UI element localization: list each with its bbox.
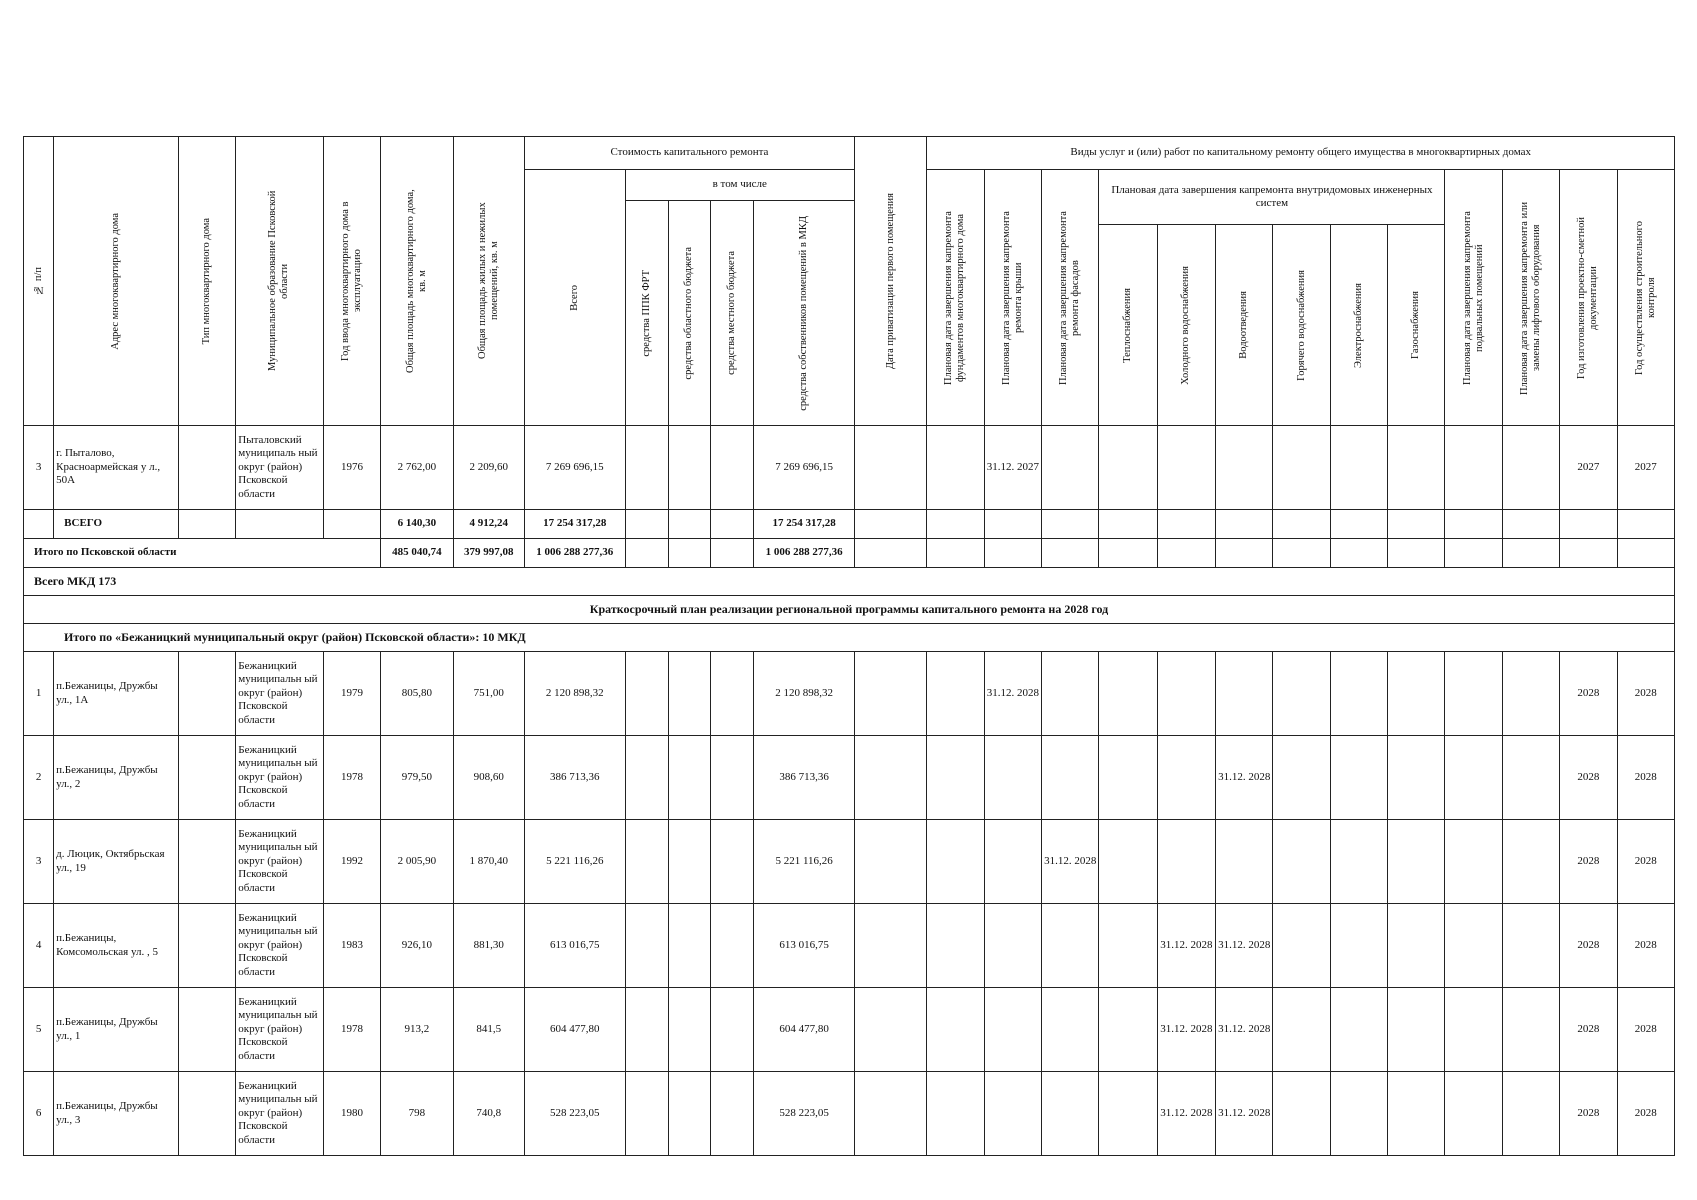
cell-empty (711, 736, 754, 820)
cell-empty (711, 426, 754, 510)
cell-owners: 528 223,05 (754, 1072, 855, 1156)
cell-address: г. Пыталово, Красноармейская у л., 50А (54, 426, 179, 510)
cell-empty (1502, 988, 1559, 1072)
cell-facade (1042, 652, 1099, 736)
cell-empty (1445, 820, 1502, 904)
cell-empty (1273, 904, 1330, 988)
cell-empty (1560, 510, 1617, 539)
cell-total: 5 221 116,26 (524, 820, 625, 904)
cell-owners: 613 016,75 (754, 904, 855, 988)
cell-living: 751,00 (453, 652, 524, 736)
cell-living: 740,8 (453, 1072, 524, 1156)
itogo-region-label: Итого по Псковской области (24, 539, 381, 568)
cell-control: 2028 (1617, 820, 1675, 904)
cell-year: 1980 (323, 1072, 380, 1156)
cell-empty (1388, 539, 1445, 568)
cell-empty (984, 539, 1041, 568)
table-row (24, 988, 1675, 1072)
cell-empty (711, 539, 754, 568)
cell-roof (984, 736, 1041, 820)
cell-empty (1445, 426, 1502, 510)
cell-control: 2028 (1617, 904, 1675, 988)
cell-empty (1330, 1072, 1387, 1156)
cell-empty (1273, 510, 1330, 539)
cell-empty (1560, 539, 1617, 568)
cell-empty (668, 426, 710, 510)
col-header-fund-owners: средства собственников помещений в МКД (754, 201, 855, 426)
cell-empty (178, 652, 235, 736)
cell-design: 2028 (1560, 652, 1617, 736)
cell-area: 979,50 (381, 736, 453, 820)
cell-empty (854, 426, 926, 510)
cell-empty (178, 904, 235, 988)
cell-municipality: Пыталовский муниципаль ный округ (район) Псковской области (236, 426, 324, 510)
cell-empty (854, 652, 926, 736)
cell-empty (1099, 736, 1157, 820)
cell-sewage (1216, 652, 1273, 736)
cell-sewage: 31.12. 2028 (1216, 904, 1273, 988)
cell-num: 6 (24, 1072, 54, 1156)
cell-empty (1445, 736, 1502, 820)
col-header-fund-region: средства областного бюджета (668, 201, 710, 426)
vsego-mkd-label: Всего МКД 173 (24, 568, 1675, 596)
col-header-hot-water: Горячего водоснабжения (1273, 225, 1330, 426)
col-header-living-area: Общая площадь жилых и нежилых помещений, кв. м (453, 137, 524, 426)
district-total-label: Итого по «Бежаницкий муниципальный округ (район) Псковской области»: 10 МКД (24, 624, 1675, 652)
col-header-basement: Плановая дата завершения капремонта подвальных помещений (1445, 170, 1502, 426)
cell-sewage: 31.12. 2028 (1216, 736, 1273, 820)
cell-empty (178, 820, 235, 904)
cell-num: 4 (24, 904, 54, 988)
cell-roof (984, 904, 1041, 988)
cell-empty (178, 736, 235, 820)
cell-empty (1388, 820, 1445, 904)
cell-control: 2028 (1617, 988, 1675, 1072)
cell-total: 613 016,75 (524, 904, 625, 988)
cell-municipality: Бежаницкий муниципальн ый округ (район) Псковской области (236, 652, 324, 736)
cell-cold: 31.12. 2028 (1157, 988, 1215, 1072)
cell-empty (927, 988, 984, 1072)
cell-empty (1330, 539, 1387, 568)
cell-empty (625, 539, 668, 568)
cell-design: 2028 (1560, 736, 1617, 820)
cell-owners: 604 477,80 (754, 988, 855, 1072)
cell-empty (668, 539, 710, 568)
cell-cold: 31.12. 2028 (1157, 1072, 1215, 1156)
cell-municipality: Бежаницкий муниципальн ый округ (район) Псковской области (236, 820, 324, 904)
table-row (24, 904, 1675, 988)
cell-sewage: 31.12. 2028 (1216, 988, 1273, 1072)
cell-empty (668, 820, 710, 904)
cell-empty (323, 510, 380, 539)
table-row (24, 1072, 1675, 1156)
cell-living: 1 870,40 (453, 820, 524, 904)
col-header-municipality: Муниципальное образование Псковской области (236, 137, 324, 426)
cell-num: 2 (24, 736, 54, 820)
cell-empty (1273, 652, 1330, 736)
cell-empty (1099, 1072, 1157, 1156)
cell-facade (1042, 1072, 1099, 1156)
cell-empty (668, 988, 710, 1072)
col-header-total: Всего (524, 170, 625, 426)
capital-repair-table (23, 136, 1675, 1156)
col-header-total-area: Общая площадь многоквартирного дома, кв. м (381, 137, 453, 426)
cell-roof (984, 988, 1041, 1072)
cell-empty (1445, 539, 1502, 568)
col-header-cost-group: Стоимость капитального ремонта (524, 137, 854, 170)
cell-cold (1157, 820, 1215, 904)
cell-empty (1157, 510, 1215, 539)
cell-empty (668, 652, 710, 736)
cell-sewage: 31.12. 2028 (1216, 1072, 1273, 1156)
cell-empty (1617, 510, 1675, 539)
cell-empty (711, 510, 754, 539)
cell-num: 3 (24, 820, 54, 904)
col-header-design-year: Год изготовления проектно-сметной документации (1560, 170, 1617, 426)
cell-year: 1978 (323, 736, 380, 820)
cell-design: 2028 (1560, 988, 1617, 1072)
cell-empty (1042, 539, 1099, 568)
cell-empty (854, 988, 926, 1072)
cell-address: п.Бежаницы, Дружбы ул., 3 (54, 1072, 179, 1156)
cell-empty (1502, 904, 1559, 988)
cell-facade (1042, 988, 1099, 1072)
cell-empty (625, 426, 668, 510)
cell-year: 1978 (323, 988, 380, 1072)
cell-empty (1388, 652, 1445, 736)
cell-empty (1216, 426, 1273, 510)
cell-empty (1042, 510, 1099, 539)
cell-year: 1992 (323, 820, 380, 904)
cell-empty (1445, 1072, 1502, 1156)
cell-empty (178, 988, 235, 1072)
vsego-owners: 17 254 317,28 (754, 510, 855, 539)
cell-empty (1388, 510, 1445, 539)
cell-empty (1502, 539, 1559, 568)
vsego-area: 6 140,30 (381, 510, 453, 539)
cell-roof (984, 1072, 1041, 1156)
cell-empty (1099, 426, 1157, 510)
vsego-row (24, 510, 1675, 539)
itogo-region-total: 1 006 288 277,36 (524, 539, 625, 568)
cell-empty (625, 820, 668, 904)
cell-control-year: 2027 (1617, 426, 1675, 510)
cell-facade (1042, 904, 1099, 988)
cell-roof: 31.12. 2027 (984, 426, 1041, 510)
cell-owners: 7 269 696,15 (754, 426, 855, 510)
cell-area: 798 (381, 1072, 453, 1156)
cell-empty (927, 510, 984, 539)
cell-empty (668, 1072, 710, 1156)
cell-living: 908,60 (453, 736, 524, 820)
col-header-fund-local: средства местного бюджета (711, 201, 754, 426)
cell-num: 3 (24, 426, 54, 510)
cell-cold (1157, 736, 1215, 820)
cell-empty (927, 1072, 984, 1156)
itogo-region-area: 485 040,74 (381, 539, 453, 568)
cell-empty (236, 510, 324, 539)
cell-roof (984, 820, 1041, 904)
cell-empty (1445, 988, 1502, 1072)
itogo-region-owners: 1 006 288 277,36 (754, 539, 855, 568)
col-header-electric: Электроснабжения (1330, 225, 1387, 426)
itogo-region-row (24, 539, 1675, 568)
cell-design-year: 2027 (1560, 426, 1617, 510)
cell-control: 2028 (1617, 736, 1675, 820)
plan-title-row (24, 596, 1675, 624)
cell-total: 604 477,80 (524, 988, 625, 1072)
table-row (24, 652, 1675, 736)
cell-empty (625, 736, 668, 820)
col-header-roof: Плановая дата завершения капремонта ремонта крыши (984, 170, 1041, 426)
cell-address: п.Бежаницы, Дружбы ул., 1А (54, 652, 179, 736)
col-header-fund-ppk: средства ППК ФРТ (625, 201, 668, 426)
cell-empty (668, 736, 710, 820)
cell-empty (1388, 988, 1445, 1072)
cell-empty (1273, 820, 1330, 904)
table-row (24, 820, 1675, 904)
cell-empty (1099, 652, 1157, 736)
district-total-row (24, 624, 1675, 652)
col-header-house-type: Тип многоквартирного дома (178, 137, 235, 426)
col-header-works-group: Виды услуг и (или) работ по капитальному ремонту общего имущества в многоквартирных домах (927, 137, 1675, 170)
col-header-facade: Плановая дата завершения капремонта ремонта фасадов (1042, 170, 1099, 426)
cell-empty (625, 652, 668, 736)
cell-municipality: Бежаницкий муниципальн ый округ (район) Псковской области (236, 736, 324, 820)
cell-empty (1502, 652, 1559, 736)
vsego-mkd-row (24, 568, 1675, 596)
cell-empty (984, 510, 1041, 539)
cell-empty (178, 1072, 235, 1156)
table-row (24, 426, 1675, 510)
cell-facade: 31.12. 2028 (1042, 820, 1099, 904)
cell-year: 1976 (323, 426, 380, 510)
cell-empty (854, 1072, 926, 1156)
cell-living: 841,5 (453, 988, 524, 1072)
cell-empty (668, 904, 710, 988)
table-row (24, 736, 1675, 820)
cell-living: 2 209,60 (453, 426, 524, 510)
cell-empty (854, 510, 926, 539)
cell-sewage (1216, 820, 1273, 904)
cell-living: 881,30 (453, 904, 524, 988)
cell-roof: 31.12. 2028 (984, 652, 1041, 736)
cell-address: п.Бежаницы, Дружбы ул., 2 (54, 736, 179, 820)
cell-empty (711, 1072, 754, 1156)
cell-empty (625, 988, 668, 1072)
cell-year: 1983 (323, 904, 380, 988)
cell-empty (668, 510, 710, 539)
col-header-sewage: Водоотведения (1216, 225, 1273, 426)
cell-empty (1099, 904, 1157, 988)
cell-empty (1502, 510, 1559, 539)
cell-empty (1216, 510, 1273, 539)
cell-empty (927, 904, 984, 988)
col-header-systems-group: Плановая дата завершения капремонта внутридомовых инженерных систем (1099, 170, 1445, 225)
cell-empty (1388, 736, 1445, 820)
col-header-elevator: Плановая дата завершения капремонта или замены лифтового оборудования (1502, 170, 1559, 426)
cell-empty (1099, 820, 1157, 904)
cell-empty (178, 510, 235, 539)
col-header-year-built: Год ввода многоквартирного дома в эксплуатацию (323, 137, 380, 426)
cell-empty (1099, 510, 1157, 539)
cell-design: 2028 (1560, 904, 1617, 988)
cell-empty (1273, 539, 1330, 568)
cell-empty (1273, 1072, 1330, 1156)
col-header-gas: Газоснабжения (1388, 225, 1445, 426)
cell-area: 2 762,00 (381, 426, 453, 510)
cell-empty (1042, 426, 1099, 510)
cell-empty (927, 652, 984, 736)
cell-owners: 5 221 116,26 (754, 820, 855, 904)
cell-empty (711, 652, 754, 736)
cell-empty (24, 510, 54, 539)
cell-address: п.Бежаницы, Дружбы ул., 1 (54, 988, 179, 1072)
plan-title: Краткосрочный план реализации региональной программы капитального ремонта на 2028 год (24, 596, 1675, 624)
cell-empty (1273, 736, 1330, 820)
cell-empty (1330, 904, 1387, 988)
cell-total: 528 223,05 (524, 1072, 625, 1156)
cell-cold (1157, 652, 1215, 736)
cell-address: д. Люцик, Октябрьская ул., 19 (54, 820, 179, 904)
cell-empty (1445, 510, 1502, 539)
col-header-privatization: Дата приватизации первого помещения (854, 137, 926, 426)
cell-owners: 386 713,36 (754, 736, 855, 820)
cell-empty (1388, 426, 1445, 510)
vsego-label: ВСЕГО (54, 510, 179, 539)
cell-num: 5 (24, 988, 54, 1072)
cell-year: 1979 (323, 652, 380, 736)
cell-empty (1502, 736, 1559, 820)
cell-total: 7 269 696,15 (524, 426, 625, 510)
cell-design: 2028 (1560, 1072, 1617, 1156)
cell-area: 805,80 (381, 652, 453, 736)
cell-empty (1445, 904, 1502, 988)
cell-empty (711, 820, 754, 904)
cell-empty (1273, 426, 1330, 510)
cell-empty (1502, 426, 1559, 510)
cell-municipality: Бежаницкий муниципальн ый округ (район) Псковской области (236, 1072, 324, 1156)
cell-empty (854, 539, 926, 568)
col-header-cold-water: Холодного водоснабжения (1157, 225, 1215, 426)
cell-empty (927, 820, 984, 904)
cell-area: 913,2 (381, 988, 453, 1072)
col-header-foundation: Плановая дата завершения капремонта фундаментов многоквартирного дома (927, 170, 984, 426)
cell-empty (1330, 426, 1387, 510)
col-header-incl: в том числе (625, 170, 854, 201)
cell-empty (1502, 1072, 1559, 1156)
cell-municipality: Бежаницкий муниципальн ый округ (район) Псковской области (236, 988, 324, 1072)
cell-cold: 31.12. 2028 (1157, 904, 1215, 988)
cell-empty (625, 510, 668, 539)
col-header-address: Адрес многоквартирного дома (54, 137, 179, 426)
cell-empty (854, 820, 926, 904)
cell-empty (1330, 988, 1387, 1072)
cell-empty (1330, 736, 1387, 820)
cell-empty (927, 736, 984, 820)
cell-empty (1502, 820, 1559, 904)
cell-area: 2 005,90 (381, 820, 453, 904)
cell-empty (1099, 988, 1157, 1072)
cell-num: 1 (24, 652, 54, 736)
cell-total: 2 120 898,32 (524, 652, 625, 736)
cell-control: 2028 (1617, 1072, 1675, 1156)
cell-empty (1157, 426, 1215, 510)
cell-empty (1617, 539, 1675, 568)
cell-empty (711, 904, 754, 988)
cell-empty (1330, 652, 1387, 736)
cell-empty (854, 904, 926, 988)
col-header-heat: Теплоснабжения (1099, 225, 1157, 426)
cell-empty (1388, 1072, 1445, 1156)
cell-empty (1099, 539, 1157, 568)
cell-area: 926,10 (381, 904, 453, 988)
cell-empty (1330, 820, 1387, 904)
cell-total: 386 713,36 (524, 736, 625, 820)
cell-empty (1445, 652, 1502, 736)
col-header-num: № п/п (24, 137, 54, 426)
itogo-region-living: 379 997,08 (453, 539, 524, 568)
cell-empty (178, 426, 235, 510)
vsego-living: 4 912,24 (453, 510, 524, 539)
cell-facade (1042, 736, 1099, 820)
cell-empty (1157, 539, 1215, 568)
cell-control: 2028 (1617, 652, 1675, 736)
cell-empty (927, 539, 984, 568)
cell-municipality: Бежаницкий муниципальн ый округ (район) Псковской области (236, 904, 324, 988)
cell-empty (625, 1072, 668, 1156)
cell-empty (1216, 539, 1273, 568)
cell-empty (1330, 510, 1387, 539)
cell-empty (1388, 904, 1445, 988)
col-header-control-year: Год осуществления строительного контроля (1617, 170, 1675, 426)
vsego-total: 17 254 317,28 (524, 510, 625, 539)
cell-address: п.Бежаницы, Комсомольская ул. , 5 (54, 904, 179, 988)
cell-empty (854, 736, 926, 820)
cell-owners: 2 120 898,32 (754, 652, 855, 736)
cell-empty (1273, 988, 1330, 1072)
cell-empty (711, 988, 754, 1072)
cell-design: 2028 (1560, 820, 1617, 904)
cell-empty (927, 426, 984, 510)
cell-empty (625, 904, 668, 988)
